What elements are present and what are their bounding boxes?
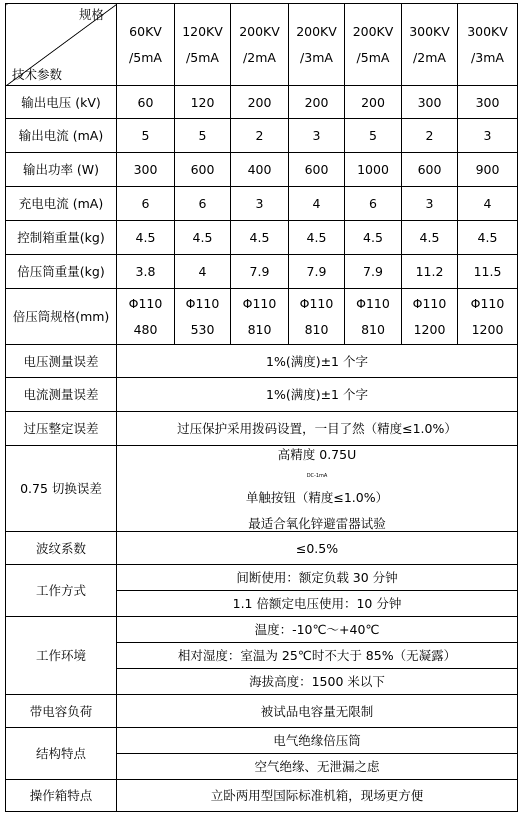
feature-value: 过压保护采用拨码设置，一目了然（精度≤1.0%） [117,412,518,446]
feature-row [6,728,518,754]
feature-row [6,780,518,812]
row-label: 工作方式 [6,565,117,617]
feature-value: 温度：-10℃～+40℃ [117,617,518,643]
table-cell: 120 [175,86,231,119]
table-cell: 4.5 [402,221,458,255]
model-header: 200KV /2mA [231,4,289,86]
table-cell: 2 [402,119,458,153]
feature-row [6,695,518,728]
model-header: 200KV /5mA [345,4,402,86]
spec-label: 规格 [78,7,104,22]
table-cell: 2 [231,119,289,153]
feature-value: 1.1 倍额定电压使用：10 分钟 [117,591,518,617]
feature-value: ≤0.5% [117,532,518,565]
table-cell: 300 [402,86,458,119]
row-label: 操作箱特点 [6,780,117,812]
table-cell: Φ110 480 [117,289,175,345]
table-cell: 4.5 [345,221,402,255]
row-label: 充电电流 (mA) [6,187,117,221]
table-row [6,119,518,153]
model-header: 60KV /5mA [117,4,175,86]
table-cell: 4.5 [175,221,231,255]
table-cell: 7.9 [289,255,345,289]
feature-row [6,565,518,591]
table-cell: 200 [345,86,402,119]
feature-row [6,345,518,378]
table-cell: 300 [117,153,175,187]
table-cell: 4.5 [458,221,518,255]
table-cell: 5 [175,119,231,153]
row-label: 输出功率 (W) [6,153,117,187]
feature-value: 立卧两用型国际标准机箱，现场更方便 [117,780,518,812]
table-cell: 6 [345,187,402,221]
feature-value: 相对湿度：室温为 25℃时不大于 85%（无凝露） [117,643,518,669]
row-label: 输出电压 (kV) [6,86,117,119]
model-header: 120KV /5mA [175,4,231,86]
table-cell: 4 [289,187,345,221]
feature-row [6,446,518,532]
feature-row [6,617,518,643]
table-cell: 600 [175,153,231,187]
table-cell: Φ110 1200 [402,289,458,345]
size-row [6,289,518,345]
table-cell: 60 [117,86,175,119]
row-label: 过压整定误差 [6,412,117,446]
feature-value: 电气绝缘倍压筒 [117,728,518,754]
table-row [6,255,518,289]
row-label: 电流测量误差 [6,378,117,412]
table-cell: Φ110 1200 [458,289,518,345]
row-label: 0.75 切换误差 [6,446,117,532]
table-cell: 11.2 [402,255,458,289]
feature-value: 被试品电容量无限制 [117,695,518,728]
diagonal-header-cell [6,4,117,86]
spec-table [5,3,518,812]
table-cell: 7.9 [345,255,402,289]
table-cell: 11.5 [458,255,518,289]
table-cell: 200 [231,86,289,119]
table-cell: Φ110 530 [175,289,231,345]
table-cell: 200 [289,86,345,119]
model-header: 300KV /3mA [458,4,518,86]
feature-value: 间断使用：额定负载 30 分钟 [117,565,518,591]
table-row [6,187,518,221]
table-cell: 3 [402,187,458,221]
row-label: 倍压筒重量(kg) [6,255,117,289]
model-header: 200KV /3mA [289,4,345,86]
table-cell: 5 [345,119,402,153]
table-cell: 4 [458,187,518,221]
table-cell: 3 [231,187,289,221]
feature-value: 1%(满度)±1 个字 [117,378,518,412]
table-cell: Φ110 810 [289,289,345,345]
param-label: 技术参数 [12,67,63,82]
table-cell: 900 [458,153,518,187]
table-cell: 4.5 [117,221,175,255]
header-row [6,4,518,86]
feature-value: 1%(满度)±1 个字 [117,345,518,378]
table-cell: 4.5 [289,221,345,255]
feature-row [6,412,518,446]
table-cell: Φ110 810 [231,289,289,345]
table-cell: 1000 [345,153,402,187]
table-cell: 5 [117,119,175,153]
row-label: 倍压筒规格(mm) [6,289,117,345]
row-label: 带电容负荷 [6,695,117,728]
feature-row [6,532,518,565]
row-label: 工作环境 [6,617,117,695]
table-cell: 300 [458,86,518,119]
table-cell: 4 [175,255,231,289]
row-label: 控制箱重量(kg) [6,221,117,255]
table-row [6,221,518,255]
table-cell: 3 [458,119,518,153]
row-label: 电压测量误差 [6,345,117,378]
table-cell: 7.9 [231,255,289,289]
table-cell: 3 [289,119,345,153]
table-cell: 600 [402,153,458,187]
feature-value: 空气绝缘、无泄漏之虑 [117,754,518,780]
model-header: 300KV /2mA [402,4,458,86]
table-cell: 6 [175,187,231,221]
row-label: 输出电流 (mA) [6,119,117,153]
feature-value: 海拔高度：1500 米以下 [117,669,518,695]
table-cell: 4.5 [231,221,289,255]
table-cell: 400 [231,153,289,187]
row-label: 波纹系数 [6,532,117,565]
table-row [6,86,518,119]
table-row [6,153,518,187]
feature-row [6,378,518,412]
table-cell: 6 [117,187,175,221]
table-cell: 600 [289,153,345,187]
feature-value: 高精度 0.75U DC-1mA 单触按钮（精度≤1.0%） 最适合氧化锌避雷器试验 [117,446,518,532]
table-cell: Φ110 810 [345,289,402,345]
row-label: 结构特点 [6,728,117,780]
table-cell: 3.8 [117,255,175,289]
